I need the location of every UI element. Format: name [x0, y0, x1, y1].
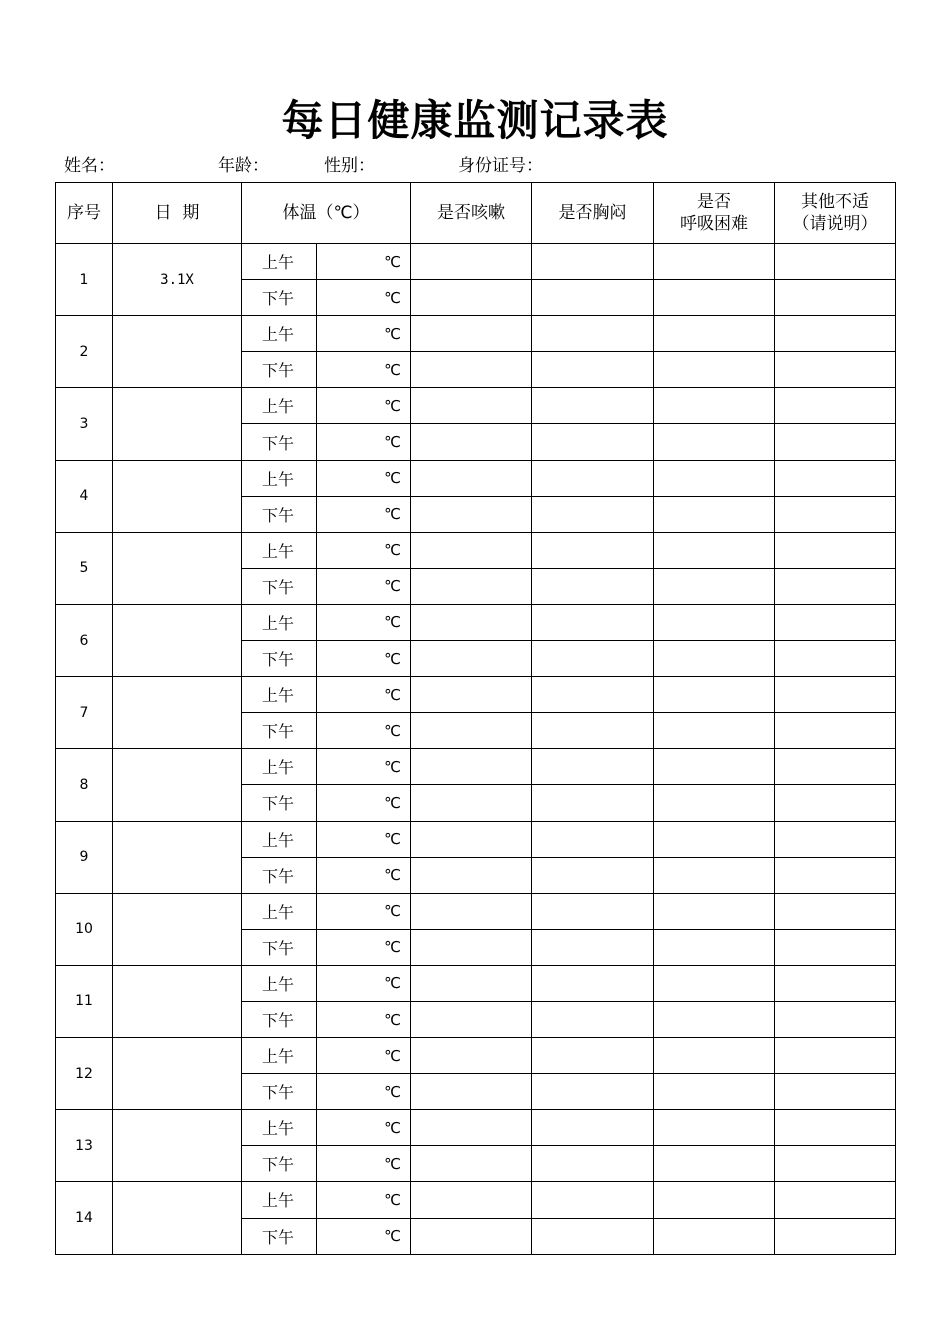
temperature-cell[interactable]: ℃: [317, 424, 411, 460]
table-row: [56, 1182, 950, 1218]
temperature-cell[interactable]: ℃: [317, 1038, 411, 1074]
temperature-cell[interactable]: ℃: [317, 388, 411, 424]
seq-cell: 2: [56, 316, 113, 388]
date-cell[interactable]: [113, 460, 242, 532]
date-cell[interactable]: [113, 677, 242, 749]
date-cell[interactable]: 3.1X: [113, 244, 242, 316]
table-row: [56, 388, 950, 424]
period-label: 上午: [242, 821, 317, 857]
cough-cell[interactable]: [411, 677, 532, 713]
period-label: 下午: [242, 641, 317, 677]
chest-tightness-cell[interactable]: [532, 424, 654, 460]
chest-tightness-cell[interactable]: [532, 677, 654, 713]
cough-cell[interactable]: [411, 965, 532, 1001]
seq-cell: 6: [56, 604, 113, 676]
header-temperature: 体温（℃）: [242, 183, 411, 244]
breathing-difficulty-cell[interactable]: [654, 1110, 775, 1146]
header-breathing-difficulty: [654, 183, 775, 244]
period-label: 上午: [242, 460, 317, 496]
table-row: [56, 532, 950, 568]
chest-tightness-cell[interactable]: [532, 1146, 654, 1182]
seq-cell: 13: [56, 1110, 113, 1182]
chest-tightness-cell[interactable]: [532, 1074, 654, 1110]
period-label: 下午: [242, 424, 317, 460]
period-label: 上午: [242, 893, 317, 929]
period-label: 下午: [242, 785, 317, 821]
other-discomfort-cell[interactable]: [775, 749, 896, 785]
seq-cell: 10: [56, 893, 113, 965]
temperature-cell[interactable]: ℃: [317, 713, 411, 749]
table-row: [56, 677, 950, 713]
breathing-difficulty-cell[interactable]: [654, 280, 775, 316]
breathing-difficulty-cell[interactable]: [654, 1074, 775, 1110]
cough-cell[interactable]: [411, 316, 532, 352]
date-cell[interactable]: [113, 749, 242, 821]
period-label: 上午: [242, 532, 317, 568]
seq-cell: 11: [56, 965, 113, 1037]
other-discomfort-cell[interactable]: [775, 532, 896, 568]
period-label: 下午: [242, 1146, 317, 1182]
table-row: [56, 604, 950, 640]
header-other-line1: 其他不适: [801, 192, 869, 212]
other-discomfort-cell[interactable]: [775, 1038, 896, 1074]
breathing-difficulty-cell[interactable]: [654, 785, 775, 821]
temperature-cell[interactable]: ℃: [317, 1110, 411, 1146]
chest-tightness-cell[interactable]: [532, 1110, 654, 1146]
cough-cell[interactable]: [411, 749, 532, 785]
cough-cell[interactable]: [411, 1218, 532, 1254]
temperature-cell[interactable]: ℃: [317, 352, 411, 388]
cough-cell[interactable]: [411, 424, 532, 460]
period-label: 下午: [242, 1218, 317, 1254]
temperature-cell[interactable]: ℃: [317, 244, 411, 280]
chest-tightness-cell[interactable]: [532, 821, 654, 857]
cough-cell[interactable]: [411, 604, 532, 640]
temperature-cell[interactable]: ℃: [317, 857, 411, 893]
chest-tightness-cell[interactable]: [532, 1001, 654, 1037]
breathing-difficulty-cell[interactable]: [654, 641, 775, 677]
cough-cell[interactable]: [411, 713, 532, 749]
date-cell[interactable]: [113, 532, 242, 604]
cough-cell[interactable]: [411, 857, 532, 893]
other-discomfort-cell[interactable]: [775, 785, 896, 821]
breathing-difficulty-cell[interactable]: [654, 1182, 775, 1218]
temperature-cell[interactable]: ℃: [317, 677, 411, 713]
table-row: [56, 1038, 950, 1074]
other-discomfort-cell[interactable]: [775, 713, 896, 749]
date-cell[interactable]: [113, 965, 242, 1037]
header-other-discomfort: [775, 183, 896, 244]
cough-cell[interactable]: [411, 460, 532, 496]
other-discomfort-cell[interactable]: [775, 821, 896, 857]
cough-cell[interactable]: [411, 785, 532, 821]
date-cell[interactable]: [113, 893, 242, 965]
temperature-cell[interactable]: ℃: [317, 1074, 411, 1110]
other-discomfort-cell[interactable]: [775, 568, 896, 604]
period-label: 下午: [242, 1074, 317, 1110]
other-discomfort-cell[interactable]: [775, 1218, 896, 1254]
chest-tightness-cell[interactable]: [532, 604, 654, 640]
period-label: 下午: [242, 280, 317, 316]
other-discomfort-cell[interactable]: [775, 641, 896, 677]
seq-cell: 7: [56, 677, 113, 749]
temperature-cell[interactable]: ℃: [317, 1001, 411, 1037]
table-row: [56, 460, 950, 496]
temperature-cell[interactable]: ℃: [317, 1182, 411, 1218]
chest-tightness-cell[interactable]: [532, 460, 654, 496]
chest-tightness-cell[interactable]: [532, 893, 654, 929]
id-number-label: 身份证号：: [458, 156, 543, 176]
breathing-difficulty-cell[interactable]: [654, 604, 775, 640]
table-row: [56, 893, 950, 929]
chest-tightness-cell[interactable]: [532, 929, 654, 965]
date-cell[interactable]: [113, 1038, 242, 1110]
chest-tightness-cell[interactable]: [532, 1182, 654, 1218]
temperature-cell[interactable]: ℃: [317, 1146, 411, 1182]
table-row: [56, 749, 950, 785]
seq-cell: 1: [56, 244, 113, 316]
breathing-difficulty-cell[interactable]: [654, 1218, 775, 1254]
period-label: 上午: [242, 1038, 317, 1074]
temperature-cell[interactable]: ℃: [317, 568, 411, 604]
temperature-cell[interactable]: ℃: [317, 965, 411, 1001]
temperature-cell[interactable]: ℃: [317, 893, 411, 929]
breathing-difficulty-cell[interactable]: [654, 677, 775, 713]
chest-tightness-cell[interactable]: [532, 641, 654, 677]
period-label: 上午: [242, 244, 317, 280]
header-breathing-line1: 是否: [697, 192, 731, 212]
header-row: [56, 183, 950, 244]
other-discomfort-cell[interactable]: [775, 496, 896, 532]
table-row: [56, 316, 950, 352]
breathing-difficulty-cell[interactable]: [654, 749, 775, 785]
header-date-label: 日 期: [154, 203, 200, 223]
breathing-difficulty-cell[interactable]: [654, 713, 775, 749]
chest-tightness-cell[interactable]: [532, 857, 654, 893]
cough-cell[interactable]: [411, 1074, 532, 1110]
seq-cell: 14: [56, 1182, 113, 1255]
other-discomfort-cell[interactable]: [775, 424, 896, 460]
chest-tightness-cell[interactable]: [532, 568, 654, 604]
period-label: 上午: [242, 749, 317, 785]
other-discomfort-cell[interactable]: [775, 1074, 896, 1110]
breathing-difficulty-cell[interactable]: [654, 857, 775, 893]
breathing-difficulty-cell[interactable]: [654, 1001, 775, 1037]
breathing-difficulty-cell[interactable]: [654, 568, 775, 604]
temperature-cell[interactable]: ℃: [317, 929, 411, 965]
date-cell[interactable]: [113, 316, 242, 388]
seq-cell: 4: [56, 460, 113, 532]
period-label: 上午: [242, 677, 317, 713]
other-discomfort-cell[interactable]: [775, 677, 896, 713]
chest-tightness-cell[interactable]: [532, 1218, 654, 1254]
breathing-difficulty-cell[interactable]: [654, 893, 775, 929]
other-discomfort-cell[interactable]: [775, 352, 896, 388]
cough-cell[interactable]: [411, 388, 532, 424]
cough-cell[interactable]: [411, 1182, 532, 1218]
period-label: 上午: [242, 1110, 317, 1146]
header-cough: 是否咳嗽: [411, 183, 532, 244]
date-cell[interactable]: [113, 1182, 242, 1255]
breathing-difficulty-cell[interactable]: [654, 965, 775, 1001]
breathing-difficulty-cell[interactable]: [654, 244, 775, 280]
breathing-difficulty-cell[interactable]: [654, 316, 775, 352]
date-cell[interactable]: [113, 821, 242, 893]
date-cell[interactable]: [113, 604, 242, 676]
temperature-cell[interactable]: ℃: [317, 280, 411, 316]
period-label: 上午: [242, 388, 317, 424]
other-discomfort-cell[interactable]: [775, 280, 896, 316]
seq-cell: 12: [56, 1038, 113, 1110]
cough-cell[interactable]: [411, 496, 532, 532]
other-discomfort-cell[interactable]: [775, 388, 896, 424]
other-discomfort-cell[interactable]: [775, 1001, 896, 1037]
chest-tightness-cell[interactable]: [532, 280, 654, 316]
chest-tightness-cell[interactable]: [532, 496, 654, 532]
other-discomfort-cell[interactable]: [775, 857, 896, 893]
other-discomfort-cell[interactable]: [775, 604, 896, 640]
other-discomfort-cell[interactable]: [775, 1182, 896, 1218]
date-cell[interactable]: [113, 1110, 242, 1182]
table-row: [56, 244, 950, 280]
temperature-cell[interactable]: ℃: [317, 1218, 411, 1254]
period-label: 下午: [242, 1001, 317, 1037]
breathing-difficulty-cell[interactable]: [654, 352, 775, 388]
other-discomfort-cell[interactable]: [775, 893, 896, 929]
seq-cell: 5: [56, 532, 113, 604]
other-discomfort-cell[interactable]: [775, 460, 896, 496]
cough-cell[interactable]: [411, 1001, 532, 1037]
temperature-cell[interactable]: ℃: [317, 604, 411, 640]
cough-cell[interactable]: [411, 244, 532, 280]
seq-cell: 8: [56, 749, 113, 821]
other-discomfort-cell[interactable]: [775, 1146, 896, 1182]
chest-tightness-cell[interactable]: [532, 532, 654, 568]
header-chest-tightness: 是否胸闷: [532, 183, 654, 244]
cough-cell[interactable]: [411, 532, 532, 568]
other-discomfort-cell[interactable]: [775, 929, 896, 965]
table-row: [56, 965, 950, 1001]
chest-tightness-cell[interactable]: [532, 785, 654, 821]
other-discomfort-cell[interactable]: [775, 244, 896, 280]
chest-tightness-cell[interactable]: [532, 244, 654, 280]
cough-cell[interactable]: [411, 821, 532, 857]
period-label: 下午: [242, 352, 317, 388]
other-discomfort-cell[interactable]: [775, 965, 896, 1001]
chest-tightness-cell[interactable]: [532, 713, 654, 749]
chest-tightness-cell[interactable]: [532, 316, 654, 352]
temperature-cell[interactable]: ℃: [317, 460, 411, 496]
cough-cell[interactable]: [411, 352, 532, 388]
period-label: 下午: [242, 929, 317, 965]
breathing-difficulty-cell[interactable]: [654, 1038, 775, 1074]
period-label: 下午: [242, 713, 317, 749]
chest-tightness-cell[interactable]: [532, 1038, 654, 1074]
breathing-difficulty-cell[interactable]: [654, 460, 775, 496]
seq-cell: 9: [56, 821, 113, 893]
cough-cell[interactable]: [411, 568, 532, 604]
temperature-cell[interactable]: ℃: [317, 641, 411, 677]
cough-cell[interactable]: [411, 1110, 532, 1146]
chest-tightness-cell[interactable]: [532, 352, 654, 388]
cough-cell[interactable]: [411, 893, 532, 929]
period-label: 上午: [242, 1182, 317, 1218]
period-label: 下午: [242, 496, 317, 532]
header-date: [113, 183, 242, 244]
date-cell[interactable]: [113, 388, 242, 460]
chest-tightness-cell[interactable]: [532, 388, 654, 424]
other-discomfort-cell[interactable]: [775, 1110, 896, 1146]
breathing-difficulty-cell[interactable]: [654, 424, 775, 460]
breathing-difficulty-cell[interactable]: [654, 821, 775, 857]
period-label: 上午: [242, 965, 317, 1001]
temperature-cell[interactable]: ℃: [317, 821, 411, 857]
breathing-difficulty-cell[interactable]: [654, 532, 775, 568]
cough-cell[interactable]: [411, 1146, 532, 1182]
name-label: 姓名：: [64, 156, 115, 176]
age-label: 年龄：: [218, 156, 269, 176]
table-row: [56, 1110, 950, 1146]
breathing-difficulty-cell[interactable]: [654, 929, 775, 965]
temperature-cell[interactable]: ℃: [317, 496, 411, 532]
header-other-line2: （请说明）: [792, 214, 878, 234]
other-discomfort-cell[interactable]: [775, 316, 896, 352]
temperature-cell[interactable]: ℃: [317, 316, 411, 352]
header-breathing-line2: 呼吸困难: [680, 214, 748, 234]
period-label: 上午: [242, 316, 317, 352]
breathing-difficulty-cell[interactable]: [654, 1146, 775, 1182]
document-title: 每日健康监测记录表: [281, 96, 669, 145]
chest-tightness-cell[interactable]: [532, 965, 654, 1001]
seq-cell: 3: [56, 388, 113, 460]
period-label: 下午: [242, 568, 317, 604]
cough-cell[interactable]: [411, 929, 532, 965]
health-record-table: [55, 182, 950, 1255]
breathing-difficulty-cell[interactable]: [654, 388, 775, 424]
cough-cell[interactable]: [411, 280, 532, 316]
gender-label: 性别：: [324, 156, 375, 176]
temperature-cell[interactable]: ℃: [317, 532, 411, 568]
chest-tightness-cell[interactable]: [532, 749, 654, 785]
header-seq: 序号: [56, 183, 113, 244]
breathing-difficulty-cell[interactable]: [654, 496, 775, 532]
temperature-cell[interactable]: ℃: [317, 749, 411, 785]
cough-cell[interactable]: [411, 1038, 532, 1074]
temperature-cell[interactable]: ℃: [317, 785, 411, 821]
period-label: 上午: [242, 604, 317, 640]
period-label: 下午: [242, 857, 317, 893]
cough-cell[interactable]: [411, 641, 532, 677]
table-row: [56, 821, 950, 857]
